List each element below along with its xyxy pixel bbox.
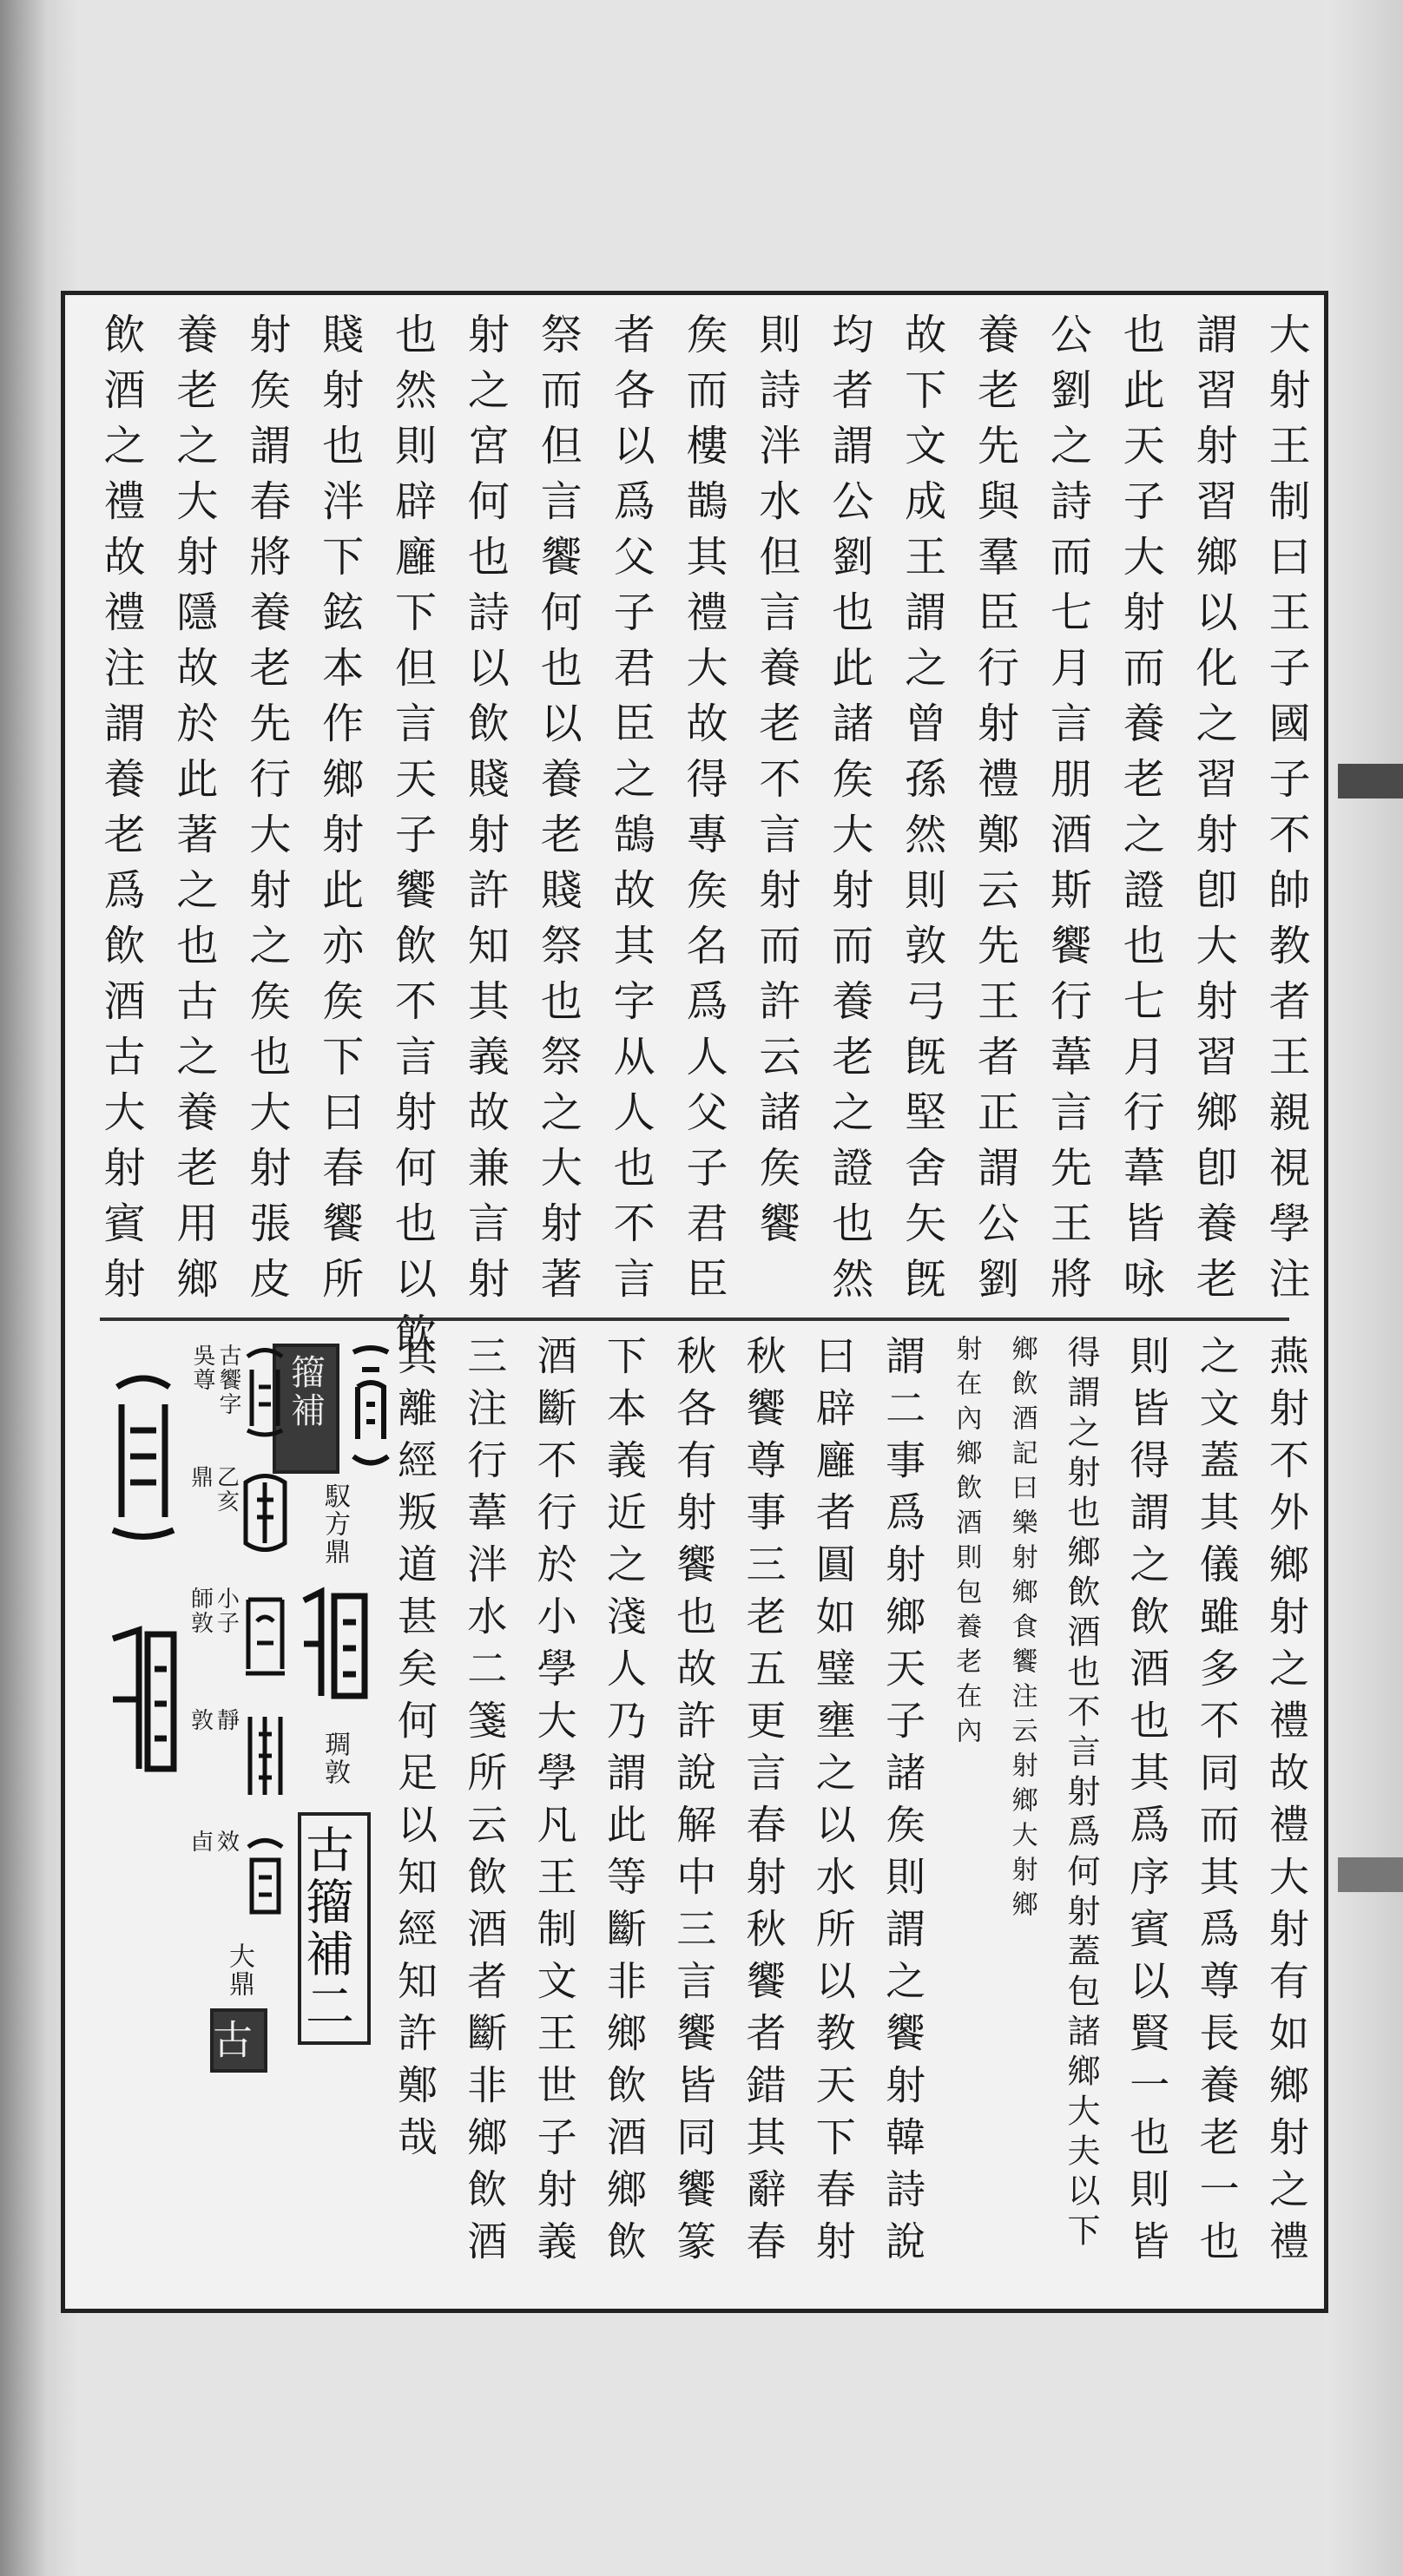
text-column: 賤射也泮下鉉本作鄉射此亦矦下曰春饗所	[314, 312, 364, 1312]
text-column: 秋各有射饗也故許說解中三言饗皆同饗篆	[670, 1335, 718, 2272]
seal-caption: 效	[213, 1830, 240, 1854]
text-column: 其離經叛道甚矣何足以知經知許鄭哉	[392, 1335, 438, 2168]
text-column: 射矦謂春將養老先行大射之矦也大射張皮	[241, 312, 291, 1312]
binding-thread	[1338, 764, 1403, 798]
seal-page-mark: 古	[210, 2008, 267, 2073]
text-column: 則皆得謂之飲酒也其爲序賓以賢一也則皆	[1123, 1335, 1171, 2272]
text-page	[61, 291, 1328, 2313]
annotation-column: 鄉飲酒記曰樂射鄉食饗注云射鄉大射鄉	[1006, 1335, 1037, 1925]
text-column: 矦而樓鵲其禮大故得專矦名爲人父子君臣	[679, 312, 728, 1312]
seal-caption: 馭方鼎	[319, 1482, 350, 1566]
text-column: 曰辟廱者圓如璧壅之以水所以教天下春射	[809, 1335, 857, 2272]
text-column: 謂習射習鄉以化之習射卽大射習鄉卽養老	[1189, 312, 1238, 1312]
seal-glyph-icon	[241, 1465, 289, 1561]
section-divider	[100, 1318, 1289, 1321]
seal-caption: 琱敦	[319, 1731, 350, 1786]
seal-glyph-icon	[241, 1587, 289, 1682]
seal-caption: 古饗字	[215, 1344, 241, 1416]
seal-caption: 師敦	[187, 1587, 214, 1635]
text-column: 得謂之射也鄉飲酒也不言射爲何射蓋包諸鄉大夫以下	[1061, 1335, 1100, 2253]
text-column: 飲酒之禮故禮注謂養老爲飲酒古大射賓射	[96, 312, 145, 1312]
page-fold-edge	[1325, 0, 1403, 2576]
text-column: 故下文成王謂之曾孫然則敦弓旣堅舍矢旣	[897, 312, 946, 1312]
seal-caption: 吳尊	[189, 1344, 215, 1392]
seal-glyph-icon	[345, 1344, 397, 1474]
text-column: 下本義近之淺人乃謂此等斷非鄉飲酒鄉飲	[600, 1335, 648, 2272]
seal-caption: 卣	[187, 1830, 214, 1854]
seal-caption: 大鼎	[224, 1942, 254, 1998]
text-column: 也此天子大射而養老之證也七月行葦皆咏	[1116, 312, 1165, 1312]
text-column: 大射王制曰王子國子不帥教者王親視學注	[1261, 312, 1310, 1312]
seal-caption: 靜	[213, 1708, 240, 1732]
binding-thread	[1338, 1857, 1403, 1892]
seal-glyph-icon	[104, 1370, 182, 1543]
text-column: 三注行葦泮水二箋所云飲酒者斷非鄉飲酒	[461, 1335, 509, 2272]
seal-script-panel	[91, 1335, 386, 2298]
text-column: 之文蓋其儀雖多不同而其爲尊長養老一也	[1193, 1335, 1241, 2272]
seal-glyph-icon	[241, 1708, 289, 1804]
text-column: 謂二事爲射鄉天子諸矦則謂之饗射韓詩說	[879, 1335, 927, 2272]
seal-caption: 鼎	[187, 1465, 214, 1489]
text-column: 則詩泮水但言養老不言射而許云諸矦饗	[751, 312, 800, 1257]
text-column: 祭而但言饗何也以養老賤祭也祭之大射著	[533, 312, 583, 1312]
text-column: 養老之大射隱故於此著之也古之養老用鄉	[168, 312, 218, 1312]
text-column: 均者謂公劉也此諸矦大射而養老之證也然	[824, 312, 873, 1312]
lower-text-block	[392, 1335, 1310, 2298]
seal-glyph-icon	[241, 1830, 289, 1925]
seal-glyph-icon	[243, 1344, 287, 1439]
text-column: 燕射不外鄉射之禮故禮大射有如鄉射之禮	[1262, 1335, 1310, 2272]
text-column: 秋饗尊事三老五更言春射秋饗者錯其辭春	[740, 1335, 787, 2272]
seal-glyph-icon	[104, 1613, 182, 1786]
text-column: 公劉之詩而七月言朋酒斯饗行葦言先王將	[1043, 312, 1092, 1312]
text-column: 射之宮何也詩以飲賤射許知其義故兼言射	[460, 312, 510, 1312]
seal-column	[187, 1335, 282, 2298]
seal-caption: 小子	[213, 1587, 240, 1635]
annotation-column: 射在內鄉飲酒則包養老在內	[951, 1335, 982, 1751]
seal-caption: 乙亥	[213, 1465, 240, 1514]
text-column: 酒斷不行於小學大學凡王制文王世子射義	[530, 1335, 578, 2272]
text-column: 也然則辟廱下但言天子饗飲不言射何也以飲	[387, 312, 437, 1368]
seal-caption: 敦	[187, 1708, 214, 1732]
text-column: 養老先與羣臣行射禮鄭云先王者正謂公劉	[970, 312, 1019, 1312]
seal-glyph-icon	[295, 1583, 373, 1713]
seal-section-title: 籀補	[273, 1344, 339, 1474]
text-column: 者各以爲父子君臣之鵠故其字从人也不言	[606, 312, 655, 1312]
seal-section-title: 古籀補二	[298, 1812, 371, 2045]
seal-column	[100, 1335, 187, 2298]
seal-column	[285, 1335, 378, 2298]
